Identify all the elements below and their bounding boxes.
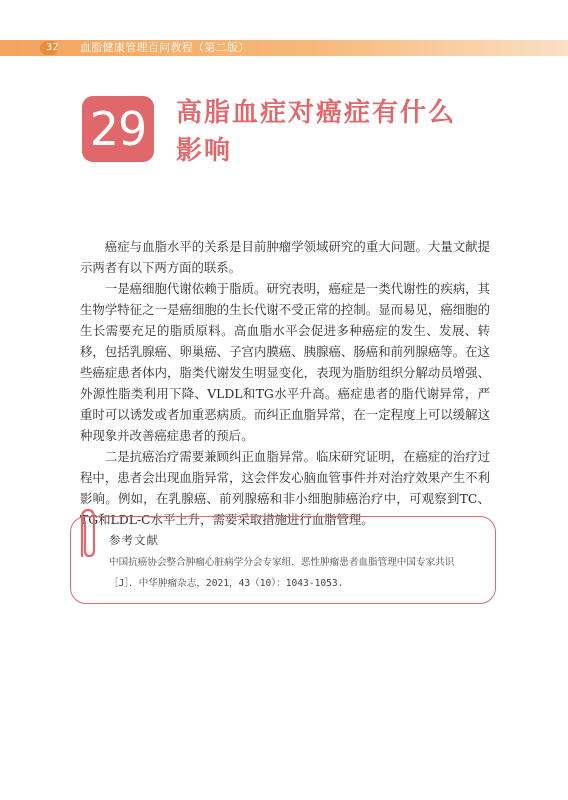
section-title: 高脂血症对癌症有什么影响 bbox=[176, 98, 457, 166]
reference-heading: 参考文献 bbox=[109, 533, 159, 547]
paragraph: 二是抗癌治疗需要兼顾纠正血脂异常。临床研究证明，在癌症的治疗过程中，患者会出现血脂异常，这会伴发心脑血管事件并对治疗效果产生不利影响。例如，在乳腺癌、前列腺癌和非小细胞肺癌治疗中，可观察到TC、TG和LDL-C水平上升，需要采取措施进行血脂管理。 bbox=[80, 449, 490, 527]
section-number-box bbox=[82, 96, 154, 162]
body-text bbox=[80, 236, 490, 530]
paperclip-icon bbox=[72, 506, 102, 566]
page-number: 32 bbox=[46, 42, 59, 53]
reference-text: 中国抗癌协会整合肿瘤心脏病学分会专家组．恶性肿瘤患者血脂管理中国专家共识［J］．中华肿瘤杂志，2021，43（10）：1043-1053. bbox=[109, 557, 455, 589]
running-title: 血脂健康管理百问教程（第二版） bbox=[80, 41, 250, 54]
paragraph: 一是癌细胞代谢依赖于脂质。研究表明，癌症是一类代谢性的疾病，其生物学特征之一是癌细胞的生长代谢不受正常的控制。显而易见，癌细胞的生长需要充足的脂质原料。高血脂水平会促进多种癌症的发生、发展、转移，包括乳腺癌、卵巢癌、子宫内膜癌、胰腺癌、肠癌和前列腺癌等。在这些癌症患者体内，脂类代谢发生明显变化，表现为脂肪组织分解动员增强、外源性脂类利用下降、VLDL和TG水平升高。癌症患者的脂代谢异常，严重时可以诱发或者加重恶病质。而纠正血脂异常，在一定程度上可以缓解这种现象并改善癌症患者的预后。 bbox=[80, 281, 490, 443]
paragraph: 癌症与血脂水平的关系是目前肿瘤学领域研究的重大问题。大量文献提示两者有以下两方面的联系。 bbox=[80, 239, 490, 275]
section-number: 29 bbox=[89, 102, 147, 156]
